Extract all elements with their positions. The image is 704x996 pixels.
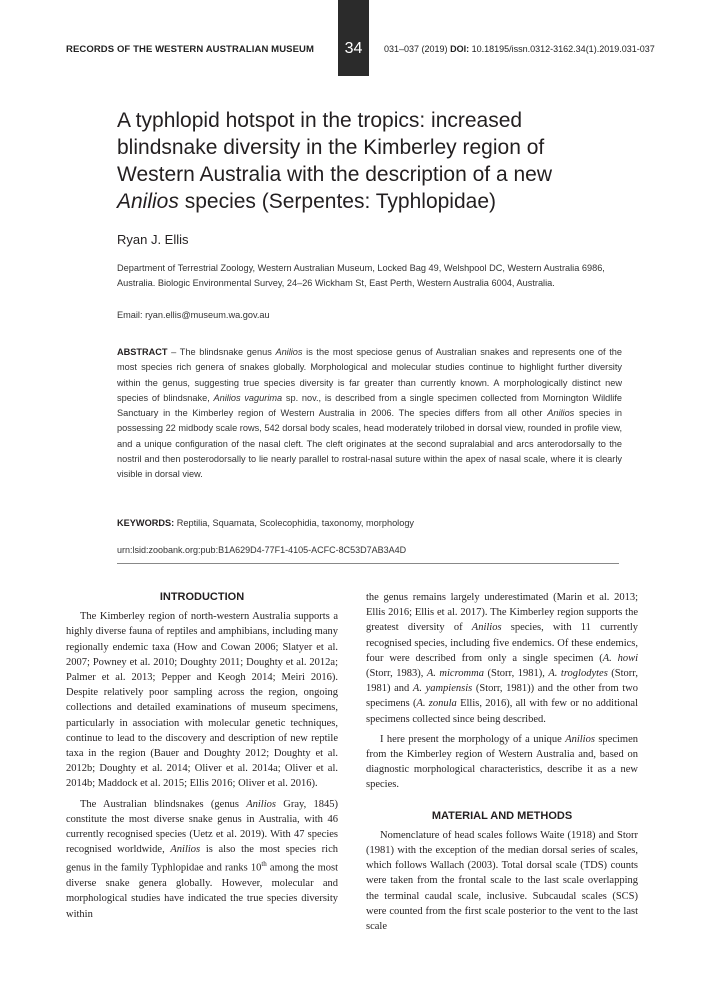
doi-link[interactable]: 10.18195/issn.0312-3162.34(1).2019.031-037 <box>471 44 655 54</box>
species-italic: A. yampiensis <box>412 683 473 695</box>
abstract-text: species in possessing 22 midbody scale rows, 542 dorsal body scales, head moderately trilobed in dorsal view, rounded in profile view, and a unique configuration of the nasal cleft. The cleft originates at the second supralabial and arcs anterodorsally to the nostril and then posterodorsally to lie nearly parallel to rostral-nasal suture within the apex of nasal scale, where it is clearly visible in dorsal view. <box>117 408 622 480</box>
paragraph-text: I here present the morphology of a unique <box>380 733 566 745</box>
keywords-text: Reptilia, Squamata, Scolecophidia, taxonomy, morphology <box>174 518 415 528</box>
superscript: th <box>261 860 267 869</box>
abstract-italic: Anilios vagurima <box>213 392 283 403</box>
page-number-badge <box>338 0 369 76</box>
paragraph-text: The Australian blindsnakes (genus <box>80 798 247 810</box>
paragraph: The Kimberley region of north-western Australia supports a highly diverse fauna of reptiles and amphibians, including many regionally endemic taxa (How and Cowan 2006; Slatyer et al. 2007; Powney et al. 2010; Doughty 2011; Doughty et al. 2012a; Palmer et al. 2013; Pepper and Keogh 2014; Meiri 2016). Despite relatively poor sampling across the region, ongoing collections and detailed examinations of museum specimens, particularly in association with molecular genetic techniques, continue to lead to the discovery and description of new reptile taxa in the region (Bauer and Doughty 2012; Doughty et al. 2012b; Doughty et al. 2014; Oliver et al. 2014a; Oliver et al. 2014b; Maddock et al. 2015; Ellis 2016; Oliver et al. 2016). <box>66 611 338 790</box>
paragraph-text: (Storr, 1981) and <box>366 668 639 695</box>
genus-italic: Anilios <box>565 733 595 745</box>
doi-line <box>384 44 655 54</box>
paragraph-text: specimen from the Kimberley region of Western Australia and, based on diagnostic morphological characteristics, describe it as a new species. <box>366 733 638 791</box>
genus-italic: Anilios <box>170 844 201 856</box>
paragraph-text: (Storr, 1981), <box>483 668 549 680</box>
paragraph-text: (Storr, 1983), <box>366 668 427 680</box>
title-line-rest: species (Serpentes: Typhlopidae) <box>178 190 497 213</box>
section-heading: MATERIAL AND METHODS <box>431 809 573 822</box>
abstract-italic: Anilios <box>275 347 303 357</box>
title-line <box>117 188 637 215</box>
title-line: Western Australia with the description of a new <box>117 163 553 186</box>
right-column <box>366 590 638 934</box>
keywords-label: KEYWORDS: <box>117 518 175 528</box>
paragraph: Nomenclature of head scales follows Waite (1918) and Storr (1981) with the exception of the median dorsal series of scales, which follows Wallach (2003). Total dorsal scale (TDS) counts were taken from the frontal scale to the last scale overlapping the terminal caudal scale, inclusive. Subcaudal scales (SCS) were counted from the first scale posterior to the vent to the last scale <box>366 829 638 933</box>
author-name: Ryan J. Ellis <box>117 232 189 247</box>
doi-label: DOI: <box>450 44 470 54</box>
paragraph-text: Gray, 1845) constitute the most diverse snake genus in Australia, with 46 currently recognised species (Uetz et al. 2019). With 47 species recognised worldwide, <box>66 798 338 856</box>
keywords <box>117 518 414 528</box>
affiliation: Department of Terrestrial Zoology, Western Australian Museum, Locked Bag 49, Welshpool DC, Western Australia 6986, Australia. Biologic Environmental Survey, 24–26 Wickham St, East Perth, Western Australia 6004, Australia. <box>117 263 605 288</box>
paragraph <box>366 590 638 727</box>
journal-name: RECORDS OF THE WESTERN AUSTRALIAN MUSEUM <box>66 44 315 55</box>
paragraph <box>366 732 638 793</box>
paragraph-text: species, with 11 currently recognised species, including five endemics. Of these endemics, four were described from only a single specimen ( <box>366 622 639 664</box>
abstract-text: sp. nov., is described from a single specimen collected from Mornington Wildlife Sanctuary in the Kimberley region of Western Australia in 2006. The species differs from all other <box>117 392 622 419</box>
abstract-label: ABSTRACT <box>117 347 168 357</box>
abstract-italic: Anilios <box>547 408 575 419</box>
species-italic: A. micromma <box>426 668 484 680</box>
article-title <box>117 107 637 215</box>
section-heading: INTRODUCTION <box>159 591 245 603</box>
zoobank-lsid[interactable]: urn:lsid:zoobank.org:pub:B1A629D4-77F1-4105-ACFC-8C53D7AB3A4D <box>117 545 407 555</box>
author-email[interactable]: Email: ryan.ellis@museum.wa.gov.au <box>117 310 270 320</box>
paragraph-text: among the most diverse snake genera globally. However, molecular and morphological studies have indicated the true species diversity within <box>66 862 339 920</box>
species-italic: A. howi <box>602 652 638 664</box>
title-line: blindsnake diversity in the Kimberley region of <box>117 136 545 159</box>
page-number: 34 <box>344 40 363 57</box>
paragraph-text: the genus remains largely underestimated (Marin et al. 2013; Ellis 2016; Ellis et al. 2017). The Kimberley region supports the greatest diversity of <box>366 592 638 634</box>
paragraph-text: is also the most species rich genus in the family Typhlopidae and ranks 10 <box>66 844 339 874</box>
abstract-text: – The blindsnake genus <box>167 347 276 357</box>
divider <box>117 563 619 564</box>
abstract <box>117 345 622 483</box>
genus-italic: Anilios <box>246 798 276 810</box>
abstract-text: is the most speciose genus of Australian snakes and represents one of the most species rich genera of snakes globally. Morphological and molecular studies continue to highlight further diversity within the genus, suggesting true species diversity is far greater than currently known. A morphologically distinct new species of blindsnake, <box>117 347 622 403</box>
genus-italic: Anilios <box>471 622 502 634</box>
species-italic: A. troglodytes <box>548 668 608 680</box>
species-italic: A. zonula <box>416 698 457 710</box>
paragraph-text: (Storr, 1981)) and the other from two specimens ( <box>366 683 638 710</box>
title-genus: Anilios <box>117 190 179 213</box>
title-line: A typhlopid hotspot in the tropics: increased <box>117 109 523 132</box>
paragraph-text: Ellis, 2016), all with few or no additional specimens collected since being described. <box>366 698 638 725</box>
paragraph <box>66 797 338 922</box>
page-range-year: 031–037 (2019) <box>384 44 448 54</box>
left-column <box>66 590 338 922</box>
